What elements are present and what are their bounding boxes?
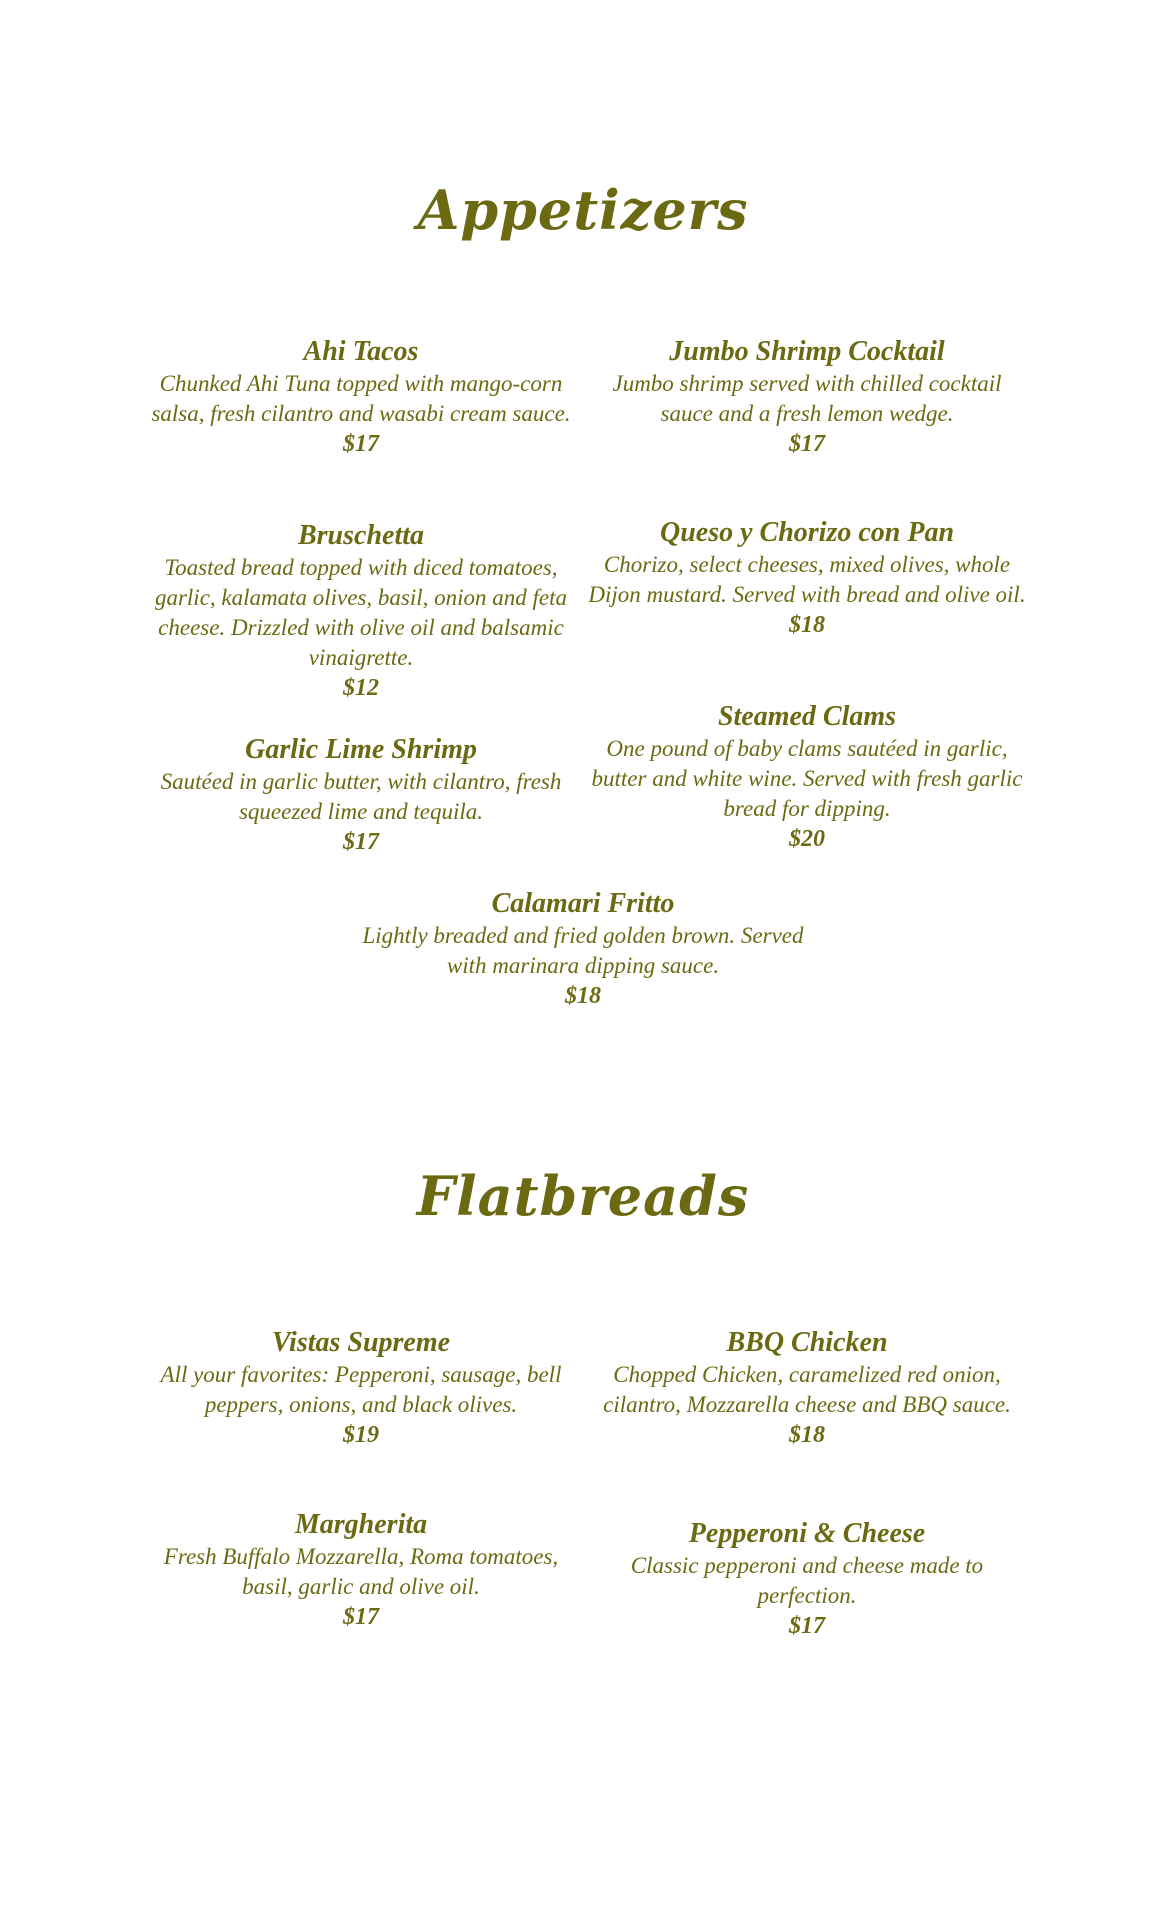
menu-item-bruschetta — [141, 519, 581, 703]
item-description: Chunked Ahi Tuna topped with mango-corn salsa, fresh cilantro and wasabi cream sauce. — [151, 371, 571, 426]
item-price: $17 — [789, 431, 825, 457]
item-price: $17 — [343, 431, 379, 457]
item-description: Fresh Buffalo Mozzarella, Roma tomatoes, basil, garlic and olive oil. — [163, 1544, 559, 1599]
menu-item-queso-y-chorizo — [587, 516, 1027, 640]
flatbreads-heading: Flatbreads — [416, 1164, 750, 1228]
item-price: $20 — [789, 826, 825, 852]
item-name: Jumbo Shrimp Cocktail — [669, 336, 945, 367]
item-name: Calamari Fritto — [491, 888, 675, 919]
appetizers-heading: Appetizers — [417, 178, 749, 242]
item-description: Chopped Chicken, caramelized red onion, cilantro, Mozzarella cheese and BBQ sauce. — [603, 1362, 1011, 1417]
item-description: Chorizo, select cheeses, mixed olives, whole Dijon mustard. Served with bread and olive oil. — [588, 552, 1026, 607]
item-price: $17 — [343, 1604, 379, 1630]
menu-item-steamed-clams — [587, 700, 1027, 854]
menu-item-garlic-lime-shrimp — [141, 733, 581, 857]
item-name: Vistas Supreme — [271, 1327, 451, 1358]
menu-item-ahi-tacos — [141, 335, 581, 459]
item-price: $18 — [789, 612, 825, 638]
menu-item-pepperoni-cheese — [587, 1517, 1027, 1641]
menu-item-calamari-fritto — [343, 887, 823, 1011]
item-price: $18 — [565, 983, 601, 1009]
menu-item-bbq-chicken — [587, 1326, 1027, 1450]
item-name: Steamed Clams — [717, 701, 897, 732]
item-price: $12 — [343, 675, 379, 701]
item-name: Ahi Tacos — [303, 336, 419, 367]
item-description: One pound of baby clams sautéed in garlic, butter and white wine. Served with fresh garlic bread for dipping. — [591, 736, 1023, 821]
item-name: Queso y Chorizo con Pan — [659, 517, 955, 548]
item-description: Toasted bread topped with diced tomatoes, garlic, kalamata olives, basil, onion and feta cheese. Drizzled with olive oil and balsamic vinaigrette. — [154, 555, 568, 670]
item-description: Sautéed in garlic butter, with cilantro, fresh squeezed lime and tequila. — [160, 769, 562, 824]
item-price: $18 — [789, 1422, 825, 1448]
item-name: BBQ Chicken — [726, 1327, 888, 1358]
item-name: Pepperoni & Cheese — [688, 1518, 926, 1549]
menu-item-margherita — [141, 1508, 581, 1632]
menu-item-jumbo-shrimp-cocktail — [587, 335, 1027, 459]
item-price: $19 — [343, 1422, 379, 1448]
item-description: Jumbo shrimp served with chilled cocktail sauce and a fresh lemon wedge. — [612, 371, 1002, 426]
menu-item-vistas-supreme — [141, 1326, 581, 1450]
item-name: Garlic Lime Shrimp — [245, 734, 477, 765]
item-description: Classic pepperoni and cheese made to perfection. — [630, 1553, 984, 1608]
item-description: All your favorites: Pepperoni, sausage, bell peppers, onions, and black olives. — [160, 1362, 562, 1417]
item-name: Margherita — [294, 1509, 428, 1540]
item-name: Bruschetta — [297, 520, 425, 551]
item-description: Lightly breaded and fried golden brown. Served with marinara dipping sauce. — [362, 923, 804, 978]
item-price: $17 — [343, 829, 379, 855]
item-price: $17 — [789, 1613, 825, 1639]
